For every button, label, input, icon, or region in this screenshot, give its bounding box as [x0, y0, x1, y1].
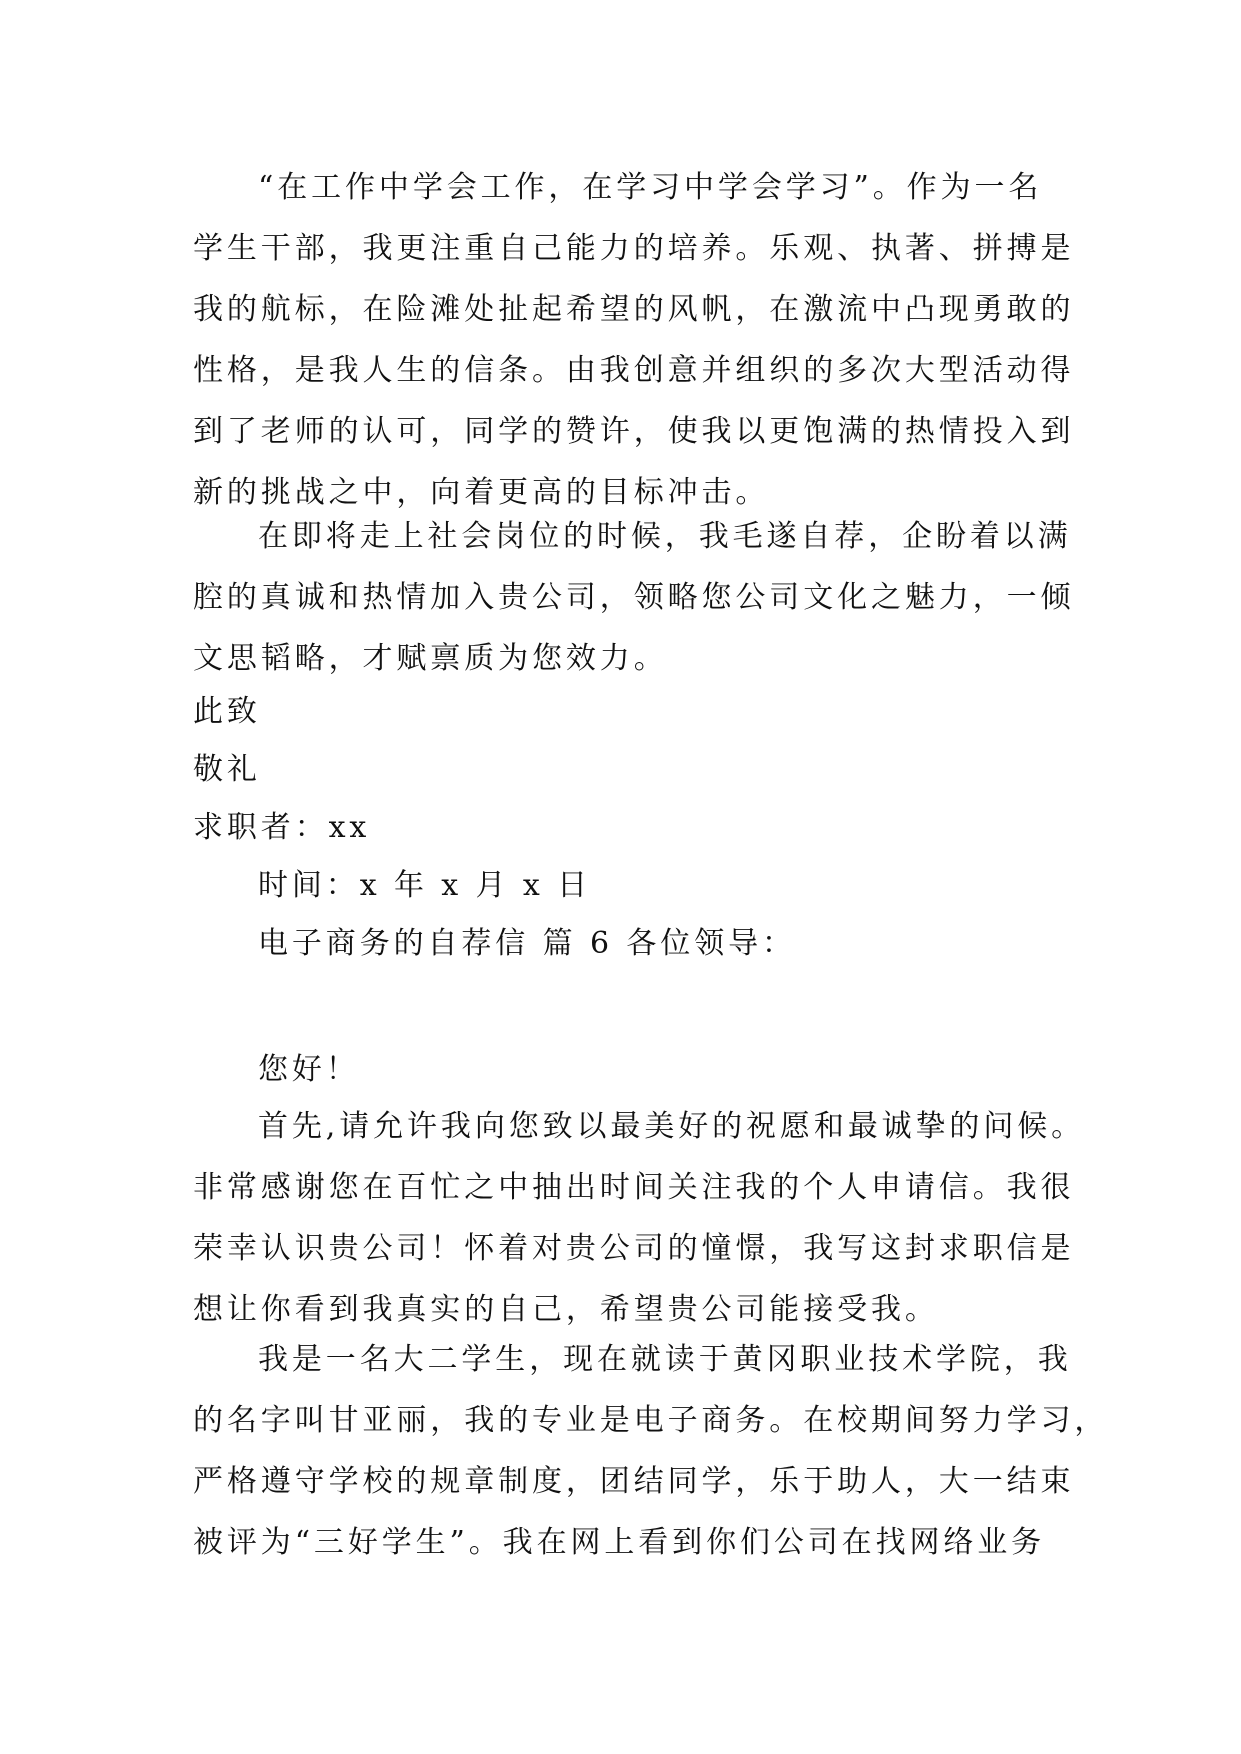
- paragraph-line: 被评为“三好学生”。我在网上看到你们公司在找网络业务: [193, 1525, 1046, 1560]
- paragraph-line: 学生干部，我更注重自己能力的培养。乐观、执著、拼搏是: [193, 231, 1075, 266]
- paragraph-introduction: [193, 1096, 1086, 1340]
- paragraph-line: 到了老师的认可，同学的赞许，使我以更饱满的热情投入到: [193, 414, 1075, 449]
- paragraph-line: 腔的真诚和热情加入贵公司，领略您公司文化之魅力，一倾: [193, 580, 1075, 615]
- paragraph-line: 荣幸认识贵公司！怀着对贵公司的憧憬，我写这封求职信是: [193, 1231, 1075, 1266]
- paragraph-line: 性格，是我人生的信条。由我创意并组织的多次大型活动得: [193, 353, 1075, 388]
- paragraph-line: “在工作中学会工作，在学习中学会学习”。作为一名: [258, 170, 1043, 205]
- closing-line-two: 敬礼: [193, 752, 261, 787]
- paragraph-background: [193, 1329, 1109, 1573]
- paragraph-line: 严格遵守学校的规章制度，团结同学，乐于助人，大一结束: [193, 1464, 1075, 1499]
- paragraph-self-recommendation: [193, 506, 1075, 689]
- paragraph-line: 的名字叫甘亚丽，我的专业是电子商务。在校期间努力学习，: [193, 1403, 1109, 1438]
- paragraph-line: 非常感谢您在百忙之中抽出时间关注我的个人申请信。我很: [193, 1170, 1075, 1205]
- paragraph-line: 我的航标，在险滩处扯起希望的风帆，在激流中凸现勇敢的: [193, 292, 1075, 327]
- paragraph-line: 新的挑战之中，向着更高的目标冲击。: [193, 475, 770, 510]
- paragraph-line: 我是一名大二学生，现在就读于黄冈职业技术学院，我: [258, 1342, 1072, 1377]
- section-heading: 电子商务的自荐信 篇 6 各位领导：: [258, 926, 796, 961]
- letter-date: 时间：x 年 x 月 x 日: [258, 868, 592, 903]
- paragraph-line: 想让你看到我真实的自己，希望贵公司能接受我。: [193, 1292, 939, 1327]
- greeting: 您好！: [258, 1052, 360, 1087]
- paragraph-line: 在即将走上社会岗位的时候，我毛遂自荐，企盼着以满: [258, 519, 1072, 554]
- applicant-signature: 求职者：xx: [193, 810, 371, 845]
- closing-line-one: 此致: [193, 694, 261, 729]
- paragraph-line: 首先,请允许我向您致以最美好的祝愿和最诚挚的问候。: [258, 1109, 1086, 1144]
- paragraph-line: 文思韬略，才赋禀质为您效力。: [193, 641, 668, 676]
- paragraph-work-learning: [193, 157, 1075, 523]
